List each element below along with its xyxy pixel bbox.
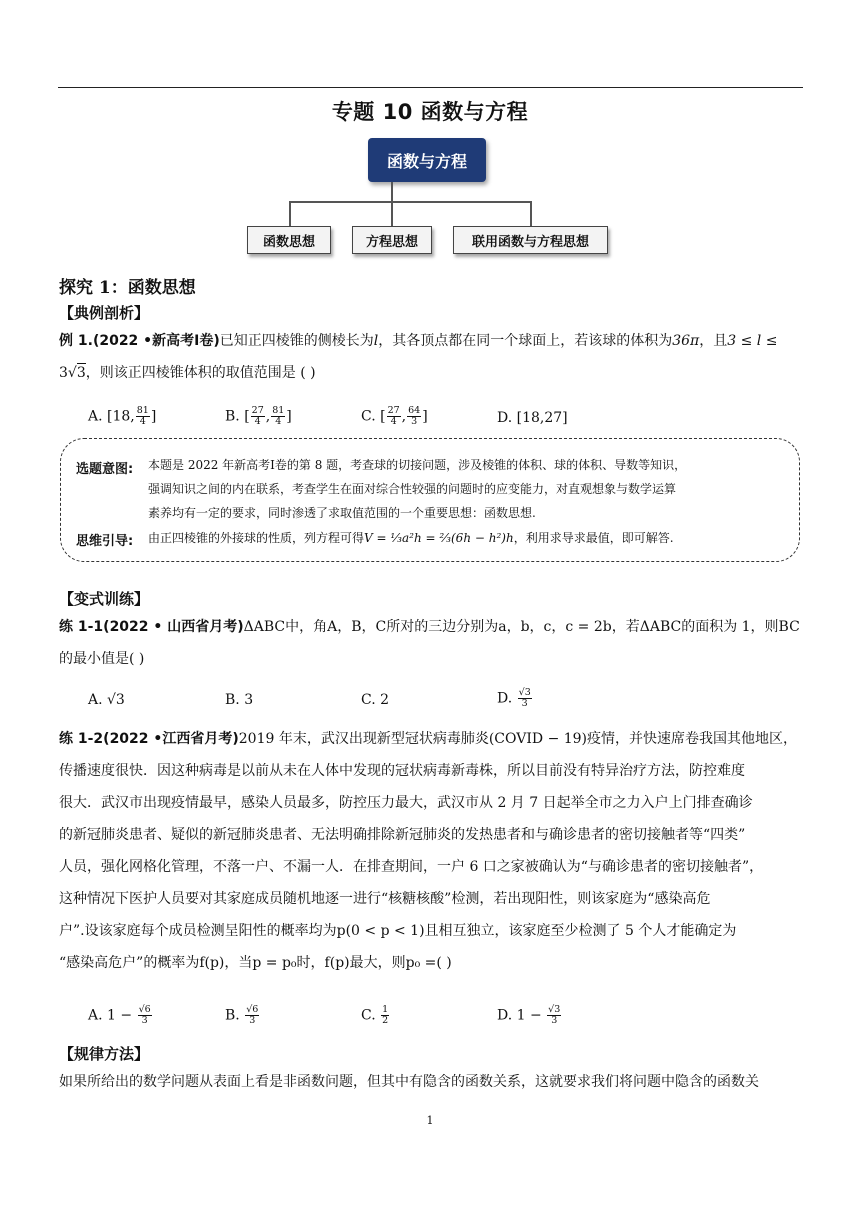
intent-line: 本题是 2022 年新高考Ⅰ卷的第 8 题，考查球的切接问题，涉及棱锥的体积、球的体积、导数等知识， <box>148 458 687 472</box>
option-a[interactable]: A. √3 <box>88 692 125 708</box>
exercise-label: 练 1-1 <box>59 619 104 635</box>
exercise-label: 练 1-2 <box>59 731 104 747</box>
fraction: $\frac{27}{4}$ <box>387 405 400 427</box>
fraction: $\frac{27}{4}$ <box>251 405 264 427</box>
option-b[interactable]: B. 3 <box>225 692 254 708</box>
exercise-text: “感染高危户”的概率为f(p)，当p = p₀时，f(p)最大，则p₀ =( ) <box>59 955 452 971</box>
example-text: 已知正四棱锥的侧棱长为 <box>219 333 374 349</box>
intent-line: 素养均有一定的要求，同时渗透了求取值范围的一个重要思想：函数思想. <box>148 506 536 520</box>
diagram-connector <box>391 201 393 226</box>
exercise-text: 2019 年末，武汉出现新型冠状病毒肺炎(COVID − 19)疫情，并快速席卷我国其他地区， <box>238 731 798 747</box>
fraction: $\frac{81}{4}$ <box>136 405 149 427</box>
exercise-text: 户”.设该家庭每个成员检测呈阳性的概率均为p(0 < p < 1)且相互独立，该家庭至少检测了 5 个人才能确定为 <box>59 923 737 939</box>
method-text: 如果所给出的数学问题从表面上看是非函数问题，但其中有隐含的函数关系，这就要求我们将问题中隐含的函数关 <box>59 1074 759 1090</box>
fraction: $\frac{√6}{3}$ <box>246 1004 259 1026</box>
exercise-1-2-text <box>59 723 805 979</box>
intent-label: 选题意图: <box>76 462 134 477</box>
option-a[interactable]: A. 1 − $\frac{√6}{3}$ <box>88 1004 151 1026</box>
math-expr: 36π <box>672 333 700 349</box>
math-var: l <box>373 333 379 349</box>
typical-analysis-label: 【典例剖析】 <box>59 304 150 322</box>
fraction: $\frac{64}{3}$ <box>408 405 421 427</box>
exercise-source: (2022 •江西省月考) <box>103 731 239 747</box>
diagram-connector <box>530 201 532 226</box>
example-1-text <box>59 325 805 389</box>
option-c[interactable]: C. $\frac{1}{2}$ <box>361 1004 389 1026</box>
example-text: ，则该正四棱锥体积的取值范围是 ( ) <box>85 365 316 381</box>
math-expr: 3 ≤ l ≤ <box>727 333 778 349</box>
example-text: ，其各顶点都在同一个球面上，若该球的体积为 <box>378 333 673 349</box>
exercise-text: 的最小值是( ) <box>59 651 145 667</box>
section-heading: 探究 1：函数思想 <box>59 278 196 298</box>
guide-formula: V = ⅓a²h = ⅔(6h − h²)h <box>364 531 514 545</box>
option-d[interactable]: D. $\frac{√3}{3}$ <box>497 687 531 709</box>
guide-line: 由正四棱锥的外接球的性质，列方程可得 <box>148 531 365 545</box>
option-d[interactable]: D. 1 − $\frac{√3}{3}$ <box>497 1004 561 1026</box>
intent-text <box>148 453 793 525</box>
example-source: (2022 •新高考Ⅰ卷) <box>92 333 220 349</box>
example-text: ，且 <box>699 333 728 349</box>
fraction: $\frac{√3}{3}$ <box>518 687 531 709</box>
diagram-connector <box>289 201 532 203</box>
page-title: 专题 10 函数与方程 <box>331 100 529 124</box>
fraction: $\frac{1}{2}$ <box>382 1004 389 1026</box>
option-label: C. [ <box>361 408 386 425</box>
option-d[interactable]: D. [18,27] <box>497 410 568 426</box>
method-label: 【规律方法】 <box>59 1045 150 1063</box>
diagram-node-combined-thinking: 联用函数与方程思想 <box>453 226 608 254</box>
exercise-text: 人员，强化网格化管理，不落一户、不漏一人．在排查期间，一户 6 口之家被确认为“与确诊患者的密切接触者”， <box>59 859 764 875</box>
exercise-text: ΔABC中，角A，B，C所对的三边分别为a，b，c，c = 2b，若ΔABC的面积为 1，则BC <box>243 619 800 635</box>
diagram-root-node: 函数与方程 <box>368 138 486 182</box>
example-label: 例 1. <box>59 333 93 349</box>
math-expr: 3√3 <box>59 365 86 381</box>
exercise-1-1-text <box>59 611 805 675</box>
diagram-node-function-thinking: 函数思想 <box>247 226 331 254</box>
intent-line: 强调知识之间的内在联系，考查学生在面对综合性较强的问题时的应变能力，对直观想象与数学运算 <box>148 482 677 496</box>
page-number: 1 <box>426 1114 434 1127</box>
option-label: A. [18, <box>88 408 135 425</box>
option-b[interactable]: B. $\frac{√6}{3}$ <box>225 1004 259 1026</box>
top-rule <box>58 87 803 88</box>
diagram-connector <box>391 182 393 202</box>
option-c[interactable]: C. [ $\frac{27}{4}$ , $\frac{64}{3}$ ] <box>361 405 428 427</box>
guide-text <box>148 526 793 550</box>
fraction: $\frac{√3}{3}$ <box>548 1004 561 1026</box>
diagram-node-equation-thinking: 方程思想 <box>352 226 432 254</box>
option-c[interactable]: C. 2 <box>361 692 390 708</box>
diagram-connector <box>289 201 291 226</box>
guide-label: 思维引导: <box>76 534 134 549</box>
exercise-text: 传播速度很快．因这种病毒是以前从未在人体中发现的冠状病毒新毒株，所以目前没有特异治疗方法，防控难度 <box>59 763 745 779</box>
option-a[interactable]: A. [18, $\frac{81}{4}$ ] <box>88 405 157 427</box>
option-label: B. [ <box>225 408 250 425</box>
exercise-text: 的新冠肺炎患者、疑似的新冠肺炎患者、无法明确排除新冠肺炎的发热患者和与确诊患者的密切接触者等“四类” <box>59 827 746 843</box>
guide-line: ，利用求导求最值，即可解答. <box>513 531 674 545</box>
exercise-text: 很大．武汉市出现疫情最早，感染人员最多，防控压力最大，武汉市从 2 月 7 日起举全市之力入户上门排查确诊 <box>59 795 753 811</box>
variant-training-label: 【变式训练】 <box>59 590 150 608</box>
exercise-source: (2022 • 山西省月考) <box>103 619 244 635</box>
option-b[interactable]: B. [ $\frac{27}{4}$ , $\frac{81}{4}$ ] <box>225 405 292 427</box>
exercise-text: 这种情况下医护人员要对其家庭成员随机地逐一进行“核糖核酸”检测，若出现阳性，则该家庭为“感染高危 <box>59 891 711 907</box>
fraction: $\frac{81}{4}$ <box>272 405 285 427</box>
fraction: $\frac{√6}{3}$ <box>138 1004 151 1026</box>
